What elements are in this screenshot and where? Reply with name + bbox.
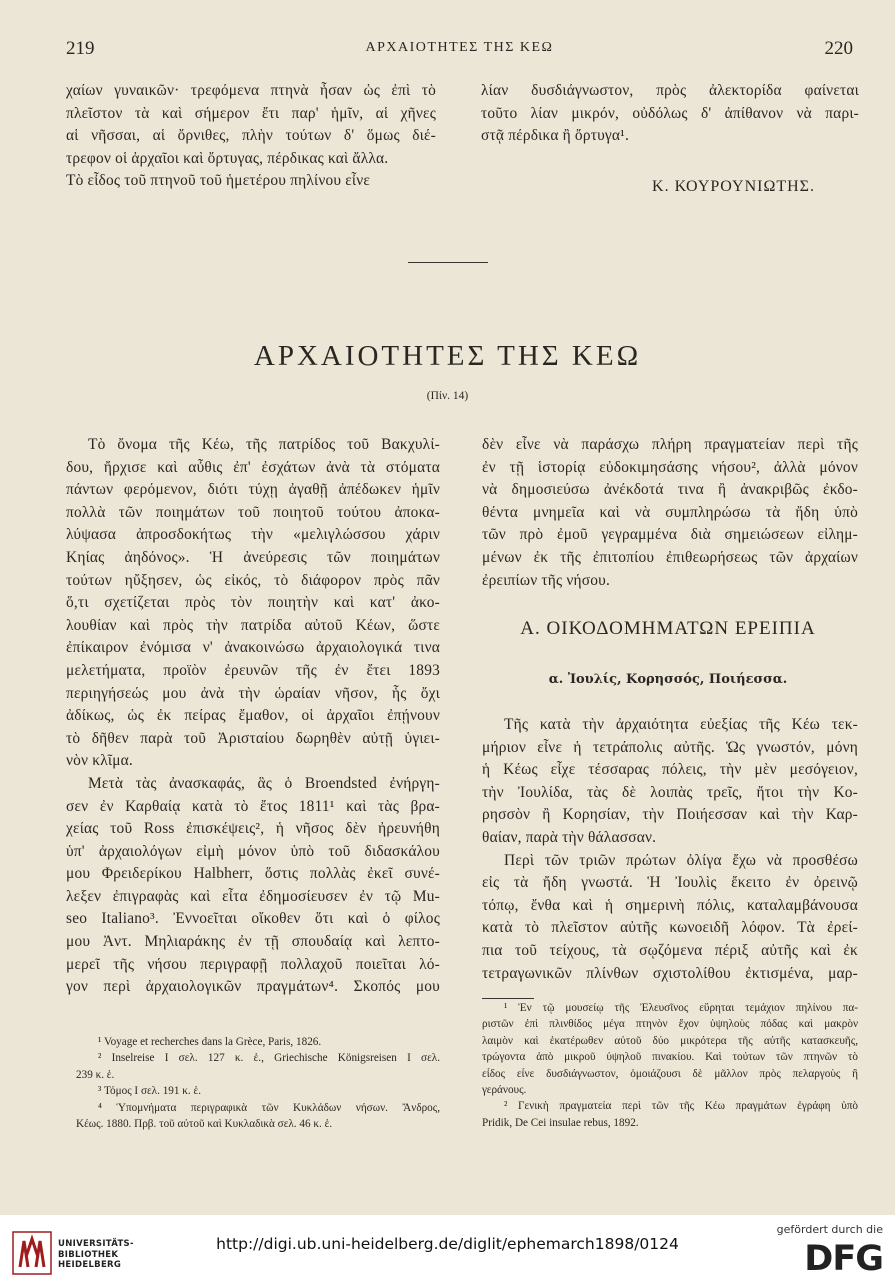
library-logo-line: UNIVERSITÄTS- bbox=[58, 1239, 134, 1249]
text-line: ἡ Κέως εἶχε τέσσαρας πόλεις, τὴν μὲν μεσόγειον, bbox=[482, 761, 858, 779]
text-line: τὸ δῆθεν παρὰ τοῦ Ἀρισταίου δωρηθὲν αὐτῇ ὑγιει- bbox=[66, 729, 440, 747]
text-line: στᾷ πέρδικα ἢ ὄρτυγα¹. bbox=[481, 127, 630, 145]
text-line: Τῆς κατὰ τὴν ἀρχαιότητα εὐεξίας τῆς Κέω τεκ- bbox=[504, 716, 858, 733]
footnote-line: ¹ Ἐν τῷ μουσείῳ τῆς Ἐλευσῖνος εὕρηται τεμάχιον πηλίνου πα- bbox=[504, 1002, 858, 1014]
text-line: αἱ νῆσσαι, αἱ ὄρνιθες, πλὴν τούτων δ' ὅμως διέ- bbox=[66, 127, 436, 145]
dfg-logo-text: DFG bbox=[804, 1239, 883, 1279]
text-line: πια τοῦ τείχους, τὰ σῳζόμενα πέριξ αὐτῆς καὶ ἐκ bbox=[482, 941, 858, 959]
text-line: τούτων ηὔξησεν, ὡς εἰκός, τὸ διάφορον πρὸς πᾶν bbox=[66, 571, 440, 589]
text-line: λεξεν ἐπιγραφὰς καὶ εἶτα ἐδημοσίευσεν ἐν τῷ Mu- bbox=[66, 887, 440, 905]
text-line: μελετήματα, προϊὸν ἐρευνῶν τῆς ἐν ἔτει 1893 bbox=[66, 661, 440, 679]
text-line: δου, ἤρχισε καὶ αὖθις ἐπ' ἐσχάτων ἀνὰ τὰ στόματα bbox=[66, 458, 440, 476]
left-body-column bbox=[66, 436, 440, 1001]
footnote-line: ³ Τόμος I σελ. 191 κ. ἑ. bbox=[98, 1085, 201, 1098]
text-line: τοῦτο λίαν μικρόν, οὐδόλως δ' ἀπίθανον νὰ παρι- bbox=[481, 104, 859, 122]
text-line: Κηίας ἀηδόνος». Ἡ ἀνεύρεσις τῶν ποιημάτων bbox=[66, 548, 440, 566]
right-body-column-bottom bbox=[482, 716, 858, 987]
text-line: νὸν κλῖμα. bbox=[66, 752, 133, 770]
text-line: ἐρειπίων τῆς νήσου. bbox=[482, 571, 611, 589]
author-signature: Κ. ΚΟΥΡΟΥΝΙΩΤΗΣ. bbox=[652, 178, 815, 195]
text-line: θαίαν, παρὰ τὴν θάλασσαν. bbox=[482, 828, 657, 846]
text-line: ὑπ' ἀρχαιολόγων εἰμὴ μόνον ὑπὸ τοῦ διδασκάλου bbox=[66, 842, 440, 860]
text-line: Τὸ ὄνομα τῆς Κέω, τῆς πατρίδος τοῦ Βακχυλί- bbox=[88, 436, 440, 453]
text-line: θέντα μνημεῖα καὶ νὰ συμπληρώσω τὰ ἤδη ὑπὸ bbox=[482, 503, 858, 521]
footnote-line: Pridik, De Cei insulae rebus, 1892. bbox=[482, 1116, 639, 1129]
text-line: ἀδίκως, ὡς ἐκ πείρας ἔμαθον, οἱ ἀρχαῖοι ἐπῄνουν bbox=[66, 707, 440, 725]
article-title: ΑΡΧΑΙΟΤΗΤΕΣ ΤΗΣ ΚΕΩ bbox=[253, 340, 642, 372]
subsection-heading: α. Ἰουλίς, Κορησσός, Ποιήεσσα. bbox=[548, 672, 788, 687]
text-line: δὲν εἶνε νὰ παράσχω πλήρη πραγματείαν περὶ τῆς bbox=[482, 436, 858, 453]
text-line: λύψασα ἀπροσδοκήτως τὴν «μελιγλώσσου χάριν bbox=[66, 526, 440, 544]
text-line: πολλὰ τῶν ποιημάτων τοῦ ποιητοῦ τούτου ἀποκα- bbox=[66, 503, 440, 521]
right-footnotes bbox=[482, 1002, 858, 1133]
top-left-column bbox=[66, 82, 436, 195]
viewer-footer bbox=[0, 1215, 895, 1285]
page-number-right: 220 bbox=[824, 38, 853, 59]
running-title: ΑΡΧΑΙΟΤΗΤΕΣ ΤΗΣ ΚΕΩ bbox=[365, 40, 554, 55]
footnote-line: ⁴ Ὑπομνήματα περιγραφικὰ τῶν Κυκλάδων νήσων. Ἄνδρος, bbox=[98, 1101, 440, 1114]
text-line: μένων ἐκ τῆς ἐπιτοπίου ἐπιθεωρήσεως τῶν ἀρχαίων bbox=[482, 548, 858, 566]
text-line: πάντων φερόμενον, διότι τύχῃ ἀγαθῇ ἀπέδωκεν ἡμῖν bbox=[66, 481, 440, 499]
right-body-column-top bbox=[482, 436, 858, 594]
text-line: μερεῖ τῆς νήσου περιγραφῇ πολλαχοῦ ποιεῖται λό- bbox=[66, 955, 440, 973]
text-line: ἐν τῇ ἱστορίᾳ εὐδοκιμησάσης νήσου², ἀλλὰ μόνον bbox=[482, 458, 858, 476]
text-line: seo Italiano³. Ἐννοεῖται οἴκοθεν ὅτι καὶ ὁ φίλος bbox=[66, 910, 440, 928]
text-line: εἰς τὰ ἤδη γνωστά. Ἡ Ἰουλὶς ἔκειτο ἐν ὀρεινῷ bbox=[482, 874, 858, 892]
text-line: λίαν δυσδιάγνωστον, πρὸς ἀλεκτορίδα φαίνεται bbox=[481, 82, 859, 99]
text-line: Περὶ τῶν τριῶν πρώτων ὀλίγα ἔχω νὰ προσθέσω bbox=[504, 851, 858, 869]
funder-caption: gefördert durch die bbox=[776, 1223, 883, 1236]
footnote-line: εἶδος εἶνε δυσδιάγνωστον, ὁμοιάζουσι δὲ μᾶλλον πρὸς πελαργοὺς ἢ bbox=[482, 1067, 858, 1080]
text-line: μου Ἀντ. Μηλιαράκης ἐν τῇ σπουδαίᾳ καὶ λεπτο- bbox=[66, 933, 440, 951]
text-line: μου Φρειδερίκου Halbherr, ὅστις πολλὰς ἐκεῖ συνέ- bbox=[66, 865, 440, 883]
text-line: λουθίαν καὶ πρὸς τὴν πατρίδα αὐτοῦ Κέων, ὥστε bbox=[66, 616, 440, 634]
footnote-line: τρώγοντα ἀπὸ μικροῦ ὑψηλοῦ πινακίου. Καὶ τούτων τῶν πτηνῶν τὸ bbox=[482, 1051, 858, 1064]
plate-reference: (Πίν. 14) bbox=[426, 390, 469, 402]
text-line: τρεφον οἱ ἀρχαῖοι καὶ ὄρτυγας, πέρδικας καὶ ἄλλα. bbox=[66, 149, 389, 167]
top-right-column bbox=[481, 82, 859, 150]
footnote-line: λαιμὸν καὶ ἑκατέρωθεν αὐτοῦ δύο μικρότερα τῆς αὐτῆς κατασκευῆς, bbox=[482, 1034, 858, 1047]
text-line: χείας τοῦ Ross ἐπισκέψεις², ἡ νῆσος δὲν ἠρευνήθη bbox=[66, 820, 440, 838]
text-line: γον περὶ ἀρχαιολογικῶν πραγμάτων⁴. Σκοπός μου bbox=[66, 978, 440, 996]
text-line: χαίων γυναικῶν· τρεφόμενα πτηνὰ ἦσαν ὡς ἐπὶ τὸ bbox=[66, 82, 436, 99]
text-line: τετραγωνικῶν πλίνθων σχιστολίθου ἐκτισμένα, μαρ- bbox=[482, 964, 858, 982]
funder-logo[interactable] bbox=[763, 1223, 883, 1279]
footnote-line: ² Inselreise I σελ. 127 κ. ἑ., Griechische Königsreisen I σελ. bbox=[98, 1052, 440, 1065]
footnote-line: γεράνους. bbox=[482, 1083, 527, 1096]
text-line: ὅ,τι σχετίζεται πρὸς τὸν ποιητὴν καὶ κατ' ἀκο- bbox=[66, 594, 440, 612]
footnote-rule bbox=[482, 998, 534, 999]
text-line: ρησσὸν ἢ Κορησίαν, τὴν Ποιήεσσαν καὶ τὴν Καρ- bbox=[482, 806, 858, 824]
text-line: κατὰ τὸ πλεῖστον αὐτῆς κωνοειδῆ λόφον. Τὰ ἐρεί- bbox=[482, 919, 858, 937]
text-line: σεν ἐν Καρθαίᾳ κατὰ τὸ ἔτος 1811¹ καὶ τὰς βρα- bbox=[66, 797, 440, 815]
text-line: περιηγήσεώς μου ἀνὰ τὴν ὡραίαν νῆσον, ἧς ὄχι bbox=[66, 684, 440, 702]
footnote-line: Κέως. 1880. Πρβ. τοῦ αὐτοῦ καὶ Κυκλαδικὰ σελ. 46 κ. ἑ. bbox=[76, 1117, 333, 1130]
running-header bbox=[66, 38, 853, 64]
section-heading: Α. ΟΙΚΟΔΟΜΗΜΑΤΩΝ ΕΡΕΙΠΙΑ bbox=[520, 618, 816, 639]
text-line: ἐπίκαιρον ἐνόμισα ν' ἀνακοινώσω ἀρχαιολογικά τινα bbox=[66, 639, 440, 657]
page-number-left: 219 bbox=[66, 38, 95, 59]
text-line: Τὸ εἶδος τοῦ πτηνοῦ τοῦ ἡμετέρου πηλίνου εἶνε bbox=[66, 172, 371, 190]
library-logo-line: BIBLIOTHEK bbox=[58, 1249, 119, 1260]
text-line: πλεῖστον τὰ καὶ σήμερον ἔτι παρ' ἡμῖν, αἱ χῆνες bbox=[66, 104, 436, 122]
permalink-url[interactable]: http://digi.ub.uni-heidelberg.de/diglit/ephemarch1898/0124 bbox=[216, 1235, 679, 1253]
text-line: νὰ δημοσιεύσω ἀνέκδοτά τινα ἢ ἀνακριβῶς ἐκδο- bbox=[482, 481, 858, 499]
left-footnotes bbox=[76, 1036, 440, 1134]
section-divider bbox=[408, 262, 488, 263]
footnote-line: 239 κ. ἑ. bbox=[76, 1068, 115, 1081]
text-line: τῶν πρὸ ἐμοῦ γεγραμμένα διὰ σημειώσεων εἰλημ- bbox=[482, 526, 858, 544]
footnote-line: ² Γενικὴ πραγματεία περὶ τῶν τῆς Κέω πραγμάτων ἐγράφη ὑπὸ bbox=[504, 1100, 858, 1113]
text-line: μήριον εἶνε ἡ τετράπολις αὐτῆς. Ὡς γνωστόν, μόνη bbox=[482, 738, 858, 756]
footnote-line: ¹ Voyage et recherches dans la Grèce, Paris, 1826. bbox=[98, 1036, 322, 1048]
footnote-line: ριστῶν ἐπὶ πλινθίδος μέγα πτηνὸν ἔχον ὑψηλοὺς πόδας καὶ μακρὸν bbox=[482, 1018, 858, 1031]
text-line: τόπῳ, ἔνθα καὶ ἡ σημερινὴ πόλις, καταλαμβάνουσα bbox=[482, 896, 858, 914]
text-line: Μετὰ τὰς ἀνασκαφάς, ἃς ὁ Broendsted ἐνήργη- bbox=[88, 774, 440, 792]
library-logo-line: HEIDELBERG bbox=[58, 1260, 122, 1270]
text-line: τὴν Ἰουλίδα, τὰς δὲ λοιπὰς τρεῖς, ἤτοι τὴν Κο- bbox=[482, 783, 858, 801]
